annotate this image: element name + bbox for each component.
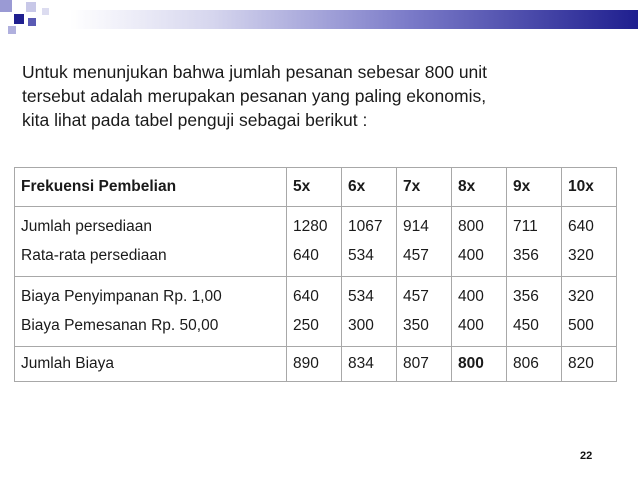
value-cell bbox=[287, 277, 342, 347]
value: 534 bbox=[348, 288, 374, 305]
value-cell bbox=[562, 207, 617, 277]
value-cell bbox=[507, 277, 562, 347]
value-cell bbox=[342, 277, 397, 347]
value: 320 bbox=[568, 288, 594, 305]
value: 914 bbox=[403, 218, 429, 235]
total-label: Jumlah Biaya bbox=[15, 347, 287, 382]
intro-paragraph bbox=[22, 60, 602, 132]
header-row bbox=[15, 168, 617, 207]
value: 356 bbox=[513, 247, 539, 264]
row-label: Biaya Pemesanan Rp. 50,00 bbox=[21, 317, 219, 334]
total-value: 834 bbox=[342, 347, 397, 382]
value: 400 bbox=[458, 288, 484, 305]
value: 457 bbox=[403, 247, 429, 264]
value: 356 bbox=[513, 288, 539, 305]
deco-square bbox=[42, 8, 49, 15]
total-value: 890 bbox=[287, 347, 342, 382]
row-label: Rata-rata persediaan bbox=[21, 247, 167, 264]
header-cell: 7x bbox=[397, 168, 452, 207]
value-cell bbox=[287, 207, 342, 277]
value: 450 bbox=[513, 317, 539, 334]
value: 500 bbox=[568, 317, 594, 334]
value: 400 bbox=[458, 247, 484, 264]
value-cell bbox=[507, 207, 562, 277]
page-number: 22 bbox=[580, 450, 593, 462]
intro-line: Untuk menunjukan bahwa jumlah pesanan sebesar 800 unit bbox=[22, 62, 488, 82]
total-value-minimum: 800 bbox=[452, 347, 507, 382]
deco-square bbox=[8, 26, 16, 34]
title-bar-gradient bbox=[70, 10, 638, 29]
value: 534 bbox=[348, 247, 374, 264]
total-value: 807 bbox=[397, 347, 452, 382]
header-cell: 9x bbox=[507, 168, 562, 207]
row-label-cell bbox=[15, 277, 287, 347]
deco-square bbox=[28, 18, 36, 26]
total-value: 820 bbox=[562, 347, 617, 382]
value: 640 bbox=[293, 247, 319, 264]
value: 457 bbox=[403, 288, 429, 305]
row-label: Jumlah persediaan bbox=[21, 218, 152, 235]
value: 800 bbox=[458, 218, 484, 235]
inventory-group-row bbox=[15, 207, 617, 277]
value-cell bbox=[452, 207, 507, 277]
intro-line: tersebut adalah merupakan pesanan yang paling ekonomis, bbox=[22, 86, 487, 106]
value: 250 bbox=[293, 317, 319, 334]
header-decoration bbox=[0, 0, 638, 40]
header-cell: 10x bbox=[562, 168, 617, 207]
value-cell bbox=[452, 277, 507, 347]
value: 320 bbox=[568, 247, 594, 264]
total-row bbox=[15, 347, 617, 382]
value: 640 bbox=[568, 218, 594, 235]
value: 300 bbox=[348, 317, 374, 334]
value: 640 bbox=[293, 288, 319, 305]
test-table bbox=[14, 167, 617, 382]
header-cell: 8x bbox=[452, 168, 507, 207]
total-value: 806 bbox=[507, 347, 562, 382]
value: 400 bbox=[458, 317, 484, 334]
row-label: Biaya Penyimpanan Rp. 1,00 bbox=[21, 288, 222, 305]
value-cell bbox=[397, 277, 452, 347]
value: 1280 bbox=[293, 218, 328, 235]
header-cell: Frekuensi Pembelian bbox=[15, 168, 287, 207]
cost-group-row bbox=[15, 277, 617, 347]
value-cell bbox=[562, 277, 617, 347]
intro-line: kita lihat pada tabel penguji sebagai berikut : bbox=[22, 110, 368, 130]
row-label-cell bbox=[15, 207, 287, 277]
value-cell bbox=[342, 207, 397, 277]
header-cell: 6x bbox=[342, 168, 397, 207]
value: 1067 bbox=[348, 218, 383, 235]
value: 350 bbox=[403, 317, 429, 334]
value: 711 bbox=[513, 218, 538, 235]
deco-square bbox=[26, 2, 36, 12]
deco-square bbox=[0, 0, 12, 12]
header-cell: 5x bbox=[287, 168, 342, 207]
value-cell bbox=[397, 207, 452, 277]
deco-square bbox=[14, 14, 24, 24]
